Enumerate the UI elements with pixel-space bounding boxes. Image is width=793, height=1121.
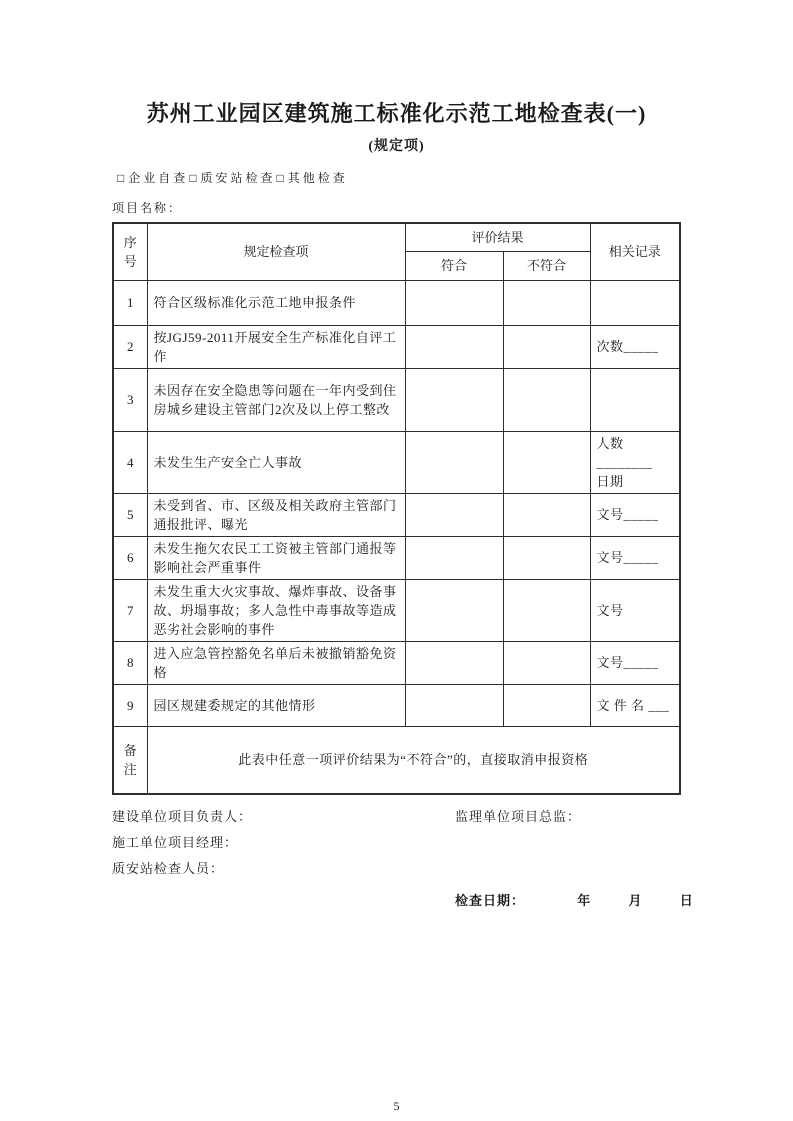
row-number-cell: 2 <box>113 325 147 368</box>
option-label: 质安站检查 <box>200 171 276 185</box>
record-line: 文号_____ <box>596 550 659 565</box>
record-cell <box>590 280 680 325</box>
contractor-signature-label: 施工单位项目经理： <box>112 835 239 850</box>
inspector-signature-label: 质安站检查人员： <box>112 861 225 876</box>
option-label: 企业自查 <box>128 171 189 185</box>
row-number-cell: 4 <box>113 431 147 493</box>
fail-cell <box>503 280 590 325</box>
header-no: 序号 <box>113 223 147 280</box>
pass-cell <box>405 493 503 536</box>
table-row <box>113 325 680 368</box>
inspection-item-cell: 未发生拖欠农民工工资被主管部门通报等影响社会严重事件 <box>147 536 405 579</box>
table-row <box>113 579 680 641</box>
inspection-date-line <box>455 890 793 909</box>
header-result: 评价结果 <box>405 223 590 251</box>
option-label: 其他检查 <box>287 171 348 185</box>
checkbox-icon: □ <box>189 171 200 185</box>
option-other-check <box>277 171 348 185</box>
header-fail: 不符合 <box>503 251 590 280</box>
day-label: 日 <box>679 893 694 908</box>
fail-cell <box>503 493 590 536</box>
record-line: 日期 <box>596 473 624 489</box>
pass-cell <box>405 641 503 684</box>
remark-row <box>113 726 680 794</box>
record-cell <box>590 431 680 493</box>
row-number-cell: 5 <box>113 493 147 536</box>
record-cell <box>590 641 680 684</box>
pass-cell <box>405 431 503 493</box>
date-label: 检查日期： <box>455 893 526 908</box>
fail-cell <box>503 536 590 579</box>
inspection-item-cell: 符合区级标准化示范工地申报条件 <box>147 280 405 325</box>
builder-signature-label: 建设单位项目负责人： <box>112 809 253 824</box>
inspection-item-cell: 未发生重大火灾事故、爆炸事故、设备事故、坍塌事故；多人急性中毒事故等造成恶劣社会影响的事件 <box>147 579 405 641</box>
inspection-item-cell: 按JGJ59-2011开展安全生产标准化自评工作 <box>147 325 405 368</box>
project-name-label: 项目名称： <box>112 201 183 215</box>
page-subtitle: (规定项) <box>368 139 425 154</box>
header-item: 规定检查项 <box>147 223 405 280</box>
record-cell <box>590 536 680 579</box>
row-number-cell: 9 <box>113 684 147 726</box>
record-cell <box>590 493 680 536</box>
year-label: 年 <box>577 893 592 908</box>
fail-cell <box>503 368 590 431</box>
row-number-cell: 8 <box>113 641 147 684</box>
row-number-cell: 1 <box>113 280 147 325</box>
option-self-check <box>117 171 188 185</box>
record-line: 次数_____ <box>596 339 659 354</box>
inspection-item-cell: 未因存在安全隐患等问题在一年内受到住房城乡建设主管部门2次及以上停工整改 <box>147 368 405 431</box>
row-number-cell: 3 <box>113 368 147 431</box>
record-line: 文号 <box>596 602 624 618</box>
record-cell <box>590 579 680 641</box>
record-cell <box>590 325 680 368</box>
fail-cell <box>503 641 590 684</box>
inspection-item-cell: 进入应急管控豁免名单后未被撤销豁免资格 <box>147 641 405 684</box>
table-row <box>113 641 680 684</box>
header-record: 相关记录 <box>590 223 680 280</box>
header-pass: 符合 <box>405 251 503 280</box>
record-line: 文 件 名 ___ <box>596 697 670 713</box>
remark-label-cell: 备注 <box>113 726 147 794</box>
table-row <box>113 368 680 431</box>
fail-cell <box>503 579 590 641</box>
row-number-cell: 7 <box>113 579 147 641</box>
remark-text-cell: 此表中任意一项评价结果为“不符合”的，直接取消申报资格 <box>147 726 680 794</box>
pass-cell <box>405 368 503 431</box>
check-type-options <box>117 169 793 186</box>
pass-cell <box>405 536 503 579</box>
pass-cell <box>405 579 503 641</box>
inspection-item-cell: 未发生生产安全亡人事故 <box>147 431 405 493</box>
checkbox-icon: □ <box>117 171 128 185</box>
page-title: 苏州工业园区建筑施工标准化示范工地检查表(一) <box>146 101 647 126</box>
supervisor-signature-label: 监理单位项目总监： <box>455 809 582 824</box>
record-line: 文号_____ <box>596 655 659 670</box>
month-label: 月 <box>628 893 643 908</box>
inspection-item-cell: 未受到省、市、区级及相关政府主管部门通报批评、曝光 <box>147 493 405 536</box>
fail-cell <box>503 431 590 493</box>
table-row <box>113 280 680 325</box>
table-row <box>113 536 680 579</box>
fail-cell <box>503 325 590 368</box>
signature-row <box>112 804 793 830</box>
table-row <box>113 493 680 536</box>
option-station-check <box>189 171 275 185</box>
page-number: 5 <box>393 1099 400 1113</box>
pass-cell <box>405 280 503 325</box>
inspection-table <box>112 222 681 795</box>
table-row <box>113 684 680 726</box>
record-cell <box>590 368 680 431</box>
row-number-cell: 6 <box>113 536 147 579</box>
record-cell <box>590 684 680 726</box>
signature-block <box>112 804 793 882</box>
inspection-item-cell: 园区规建委规定的其他情形 <box>147 684 405 726</box>
record-line: 人数________ <box>596 435 653 470</box>
record-line: 文号_____ <box>596 507 659 522</box>
pass-cell <box>405 325 503 368</box>
pass-cell <box>405 684 503 726</box>
fail-cell <box>503 684 590 726</box>
table-row <box>113 431 680 493</box>
checkbox-icon: □ <box>276 171 287 185</box>
